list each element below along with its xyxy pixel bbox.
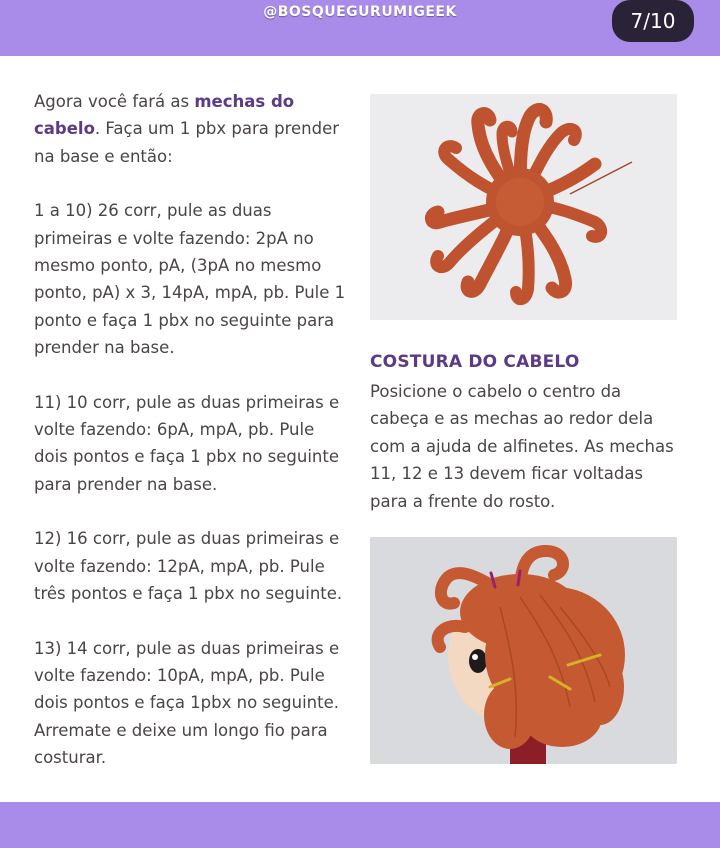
bottom-banner: [0, 802, 720, 848]
step-11: 11) 10 corr, pule as duas primeiras e volte fazendo: 6pA, mpA, pb. Pule dois pontos e faça 1 pbx no seguinte para prender na base.: [34, 392, 340, 494]
intro-suffix: . Faça um 1 pbx para prender na base e então:: [34, 119, 340, 166]
step-13: 13) 14 corr, pule as duas primeiras e volte fazendo: 10pA, mpA, pb. Pule dois pontos e faça 1pbx no seguinte. Arremate e deixe um longo fio para costurar.: [34, 638, 340, 768]
step-1-10: 1 a 10) 26 corr, pule as duas primeiras e volte fazendo: 2pA no mesmo ponto, pA, (3pA no mesmo ponto, pA) x 3, 14pA, mpA, pb. Pule 1 ponto e faça 1 pbx no seguinte para prender na base.: [34, 201, 346, 358]
intro-prefix: Agora você fará as: [34, 92, 195, 111]
instructions-column: [34, 88, 352, 799]
doll-head-photo: [370, 537, 677, 764]
sewing-paragraph: Posicione o cabelo o centro da cabeça e as mechas ao redor dela com a ajuda de alfinetes. As mechas 11, 12 e 13 devem ficar voltadas para a frente do rosto.: [370, 382, 674, 511]
top-banner: [0, 0, 720, 56]
page-indicator-badge: 7/10: [612, 0, 694, 42]
sewing-column: [370, 378, 685, 542]
sewing-heading: COSTURA DO CABELO: [370, 352, 580, 372]
intro-paragraph: [34, 88, 352, 170]
account-handle: @BOSQUEGURUMIGEEK: [263, 4, 457, 20]
hair-strands-photo: [370, 94, 677, 320]
step-12: 12) 16 corr, pule as duas primeiras e volte fazendo: 12pA, mpA, pb. Pule três pontos e faça 1 pbx no seguinte.: [34, 529, 343, 604]
intro-highlight: mechas do cabelo: [34, 92, 295, 139]
